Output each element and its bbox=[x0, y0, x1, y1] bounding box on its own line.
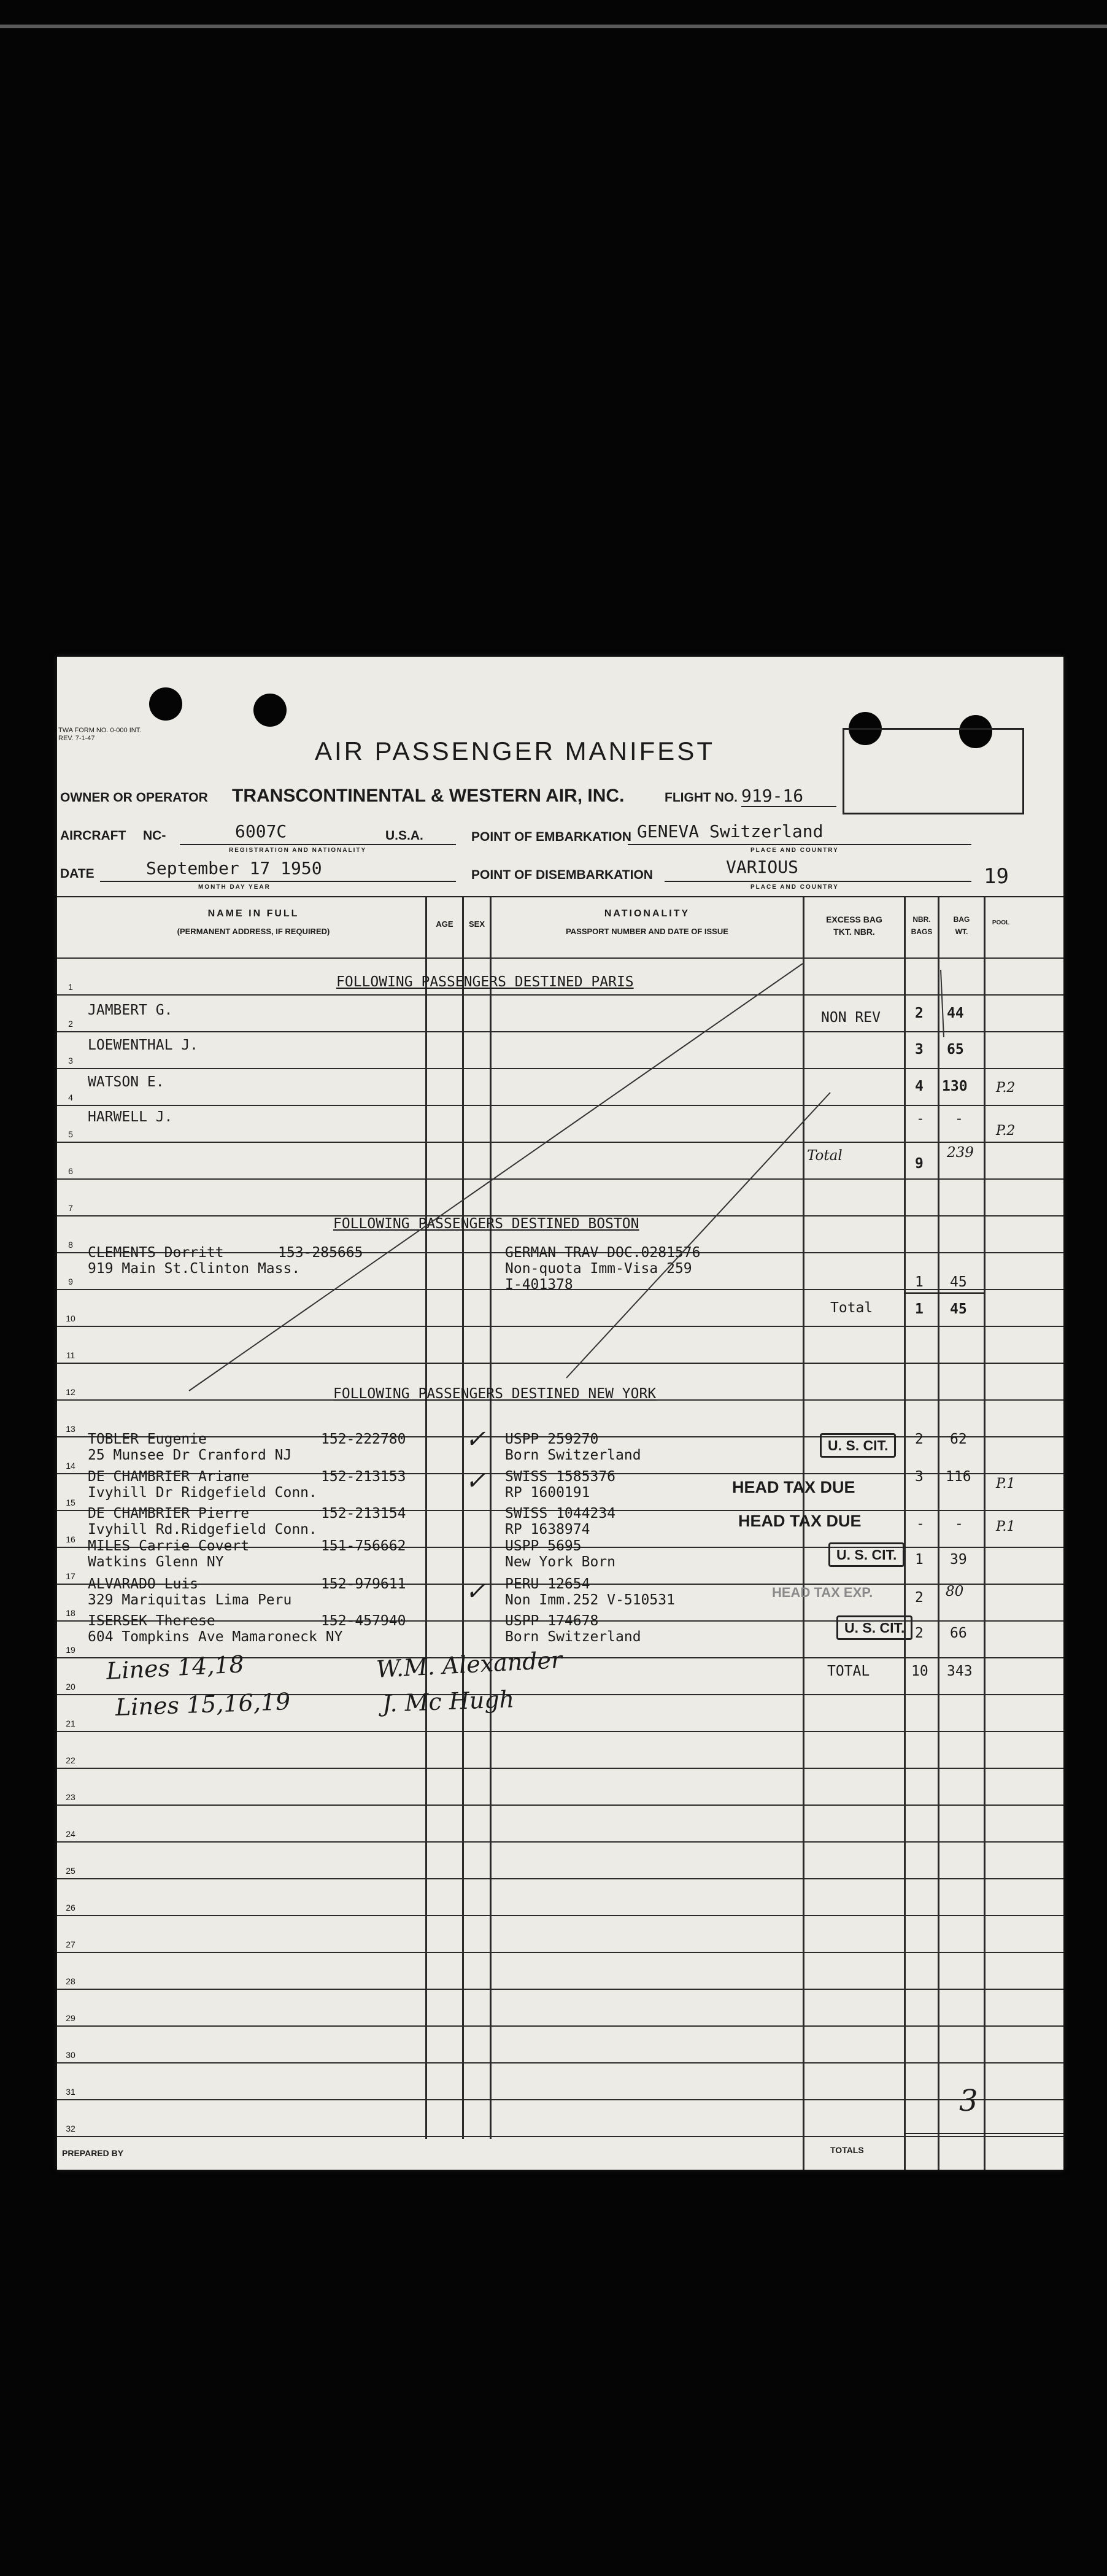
paris-wt: 65 bbox=[947, 1042, 964, 1058]
ny-bags: 2 bbox=[915, 1431, 924, 1447]
boston-wt: 45 bbox=[950, 1274, 967, 1290]
paris-passenger-name: LOEWENTHAL J. bbox=[88, 1037, 199, 1053]
row-number: 23 bbox=[66, 1792, 75, 1802]
ny-passenger-name: DE CHAMBRIER Ariane bbox=[88, 1469, 250, 1485]
row-number: 4 bbox=[68, 1093, 73, 1102]
ny-total-label: TOTAL bbox=[827, 1663, 870, 1679]
paris-bags: - bbox=[916, 1111, 925, 1127]
head-tax-faded-stamp: HEAD TAX EXP. bbox=[772, 1585, 873, 1600]
place-caption-1: PLACE AND COUNTRY bbox=[750, 847, 839, 854]
ny-passenger-name: ALVARADO Luis bbox=[88, 1576, 199, 1592]
owner-label: OWNER OR OPERATOR bbox=[60, 791, 208, 805]
boston-total-wt: 45 bbox=[950, 1301, 967, 1317]
us-citizen-stamp: U. S. CIT. bbox=[828, 1542, 904, 1567]
ny-wt: - bbox=[955, 1516, 963, 1532]
col-header-excess: EXCESS BAG TKT. NBR. bbox=[826, 915, 882, 937]
ny-ticket: 152-457940 bbox=[321, 1613, 406, 1629]
row-number: 1 bbox=[68, 982, 73, 992]
row-number: 2 bbox=[68, 1019, 73, 1029]
row-number: 10 bbox=[66, 1313, 75, 1323]
row-number: 31 bbox=[66, 2087, 75, 2097]
row-number: 3 bbox=[68, 1056, 73, 1066]
row-number: 6 bbox=[68, 1166, 73, 1176]
flight-value: 919-16 bbox=[741, 786, 836, 807]
ny-bags: 2 bbox=[915, 1590, 924, 1606]
ny-address: 329 Mariquitas Lima Peru bbox=[88, 1592, 292, 1608]
col-header-nationality-sub: PASSPORT NUMBER AND DATE OF ISSUE bbox=[566, 927, 728, 936]
paris-wt: - bbox=[955, 1111, 963, 1127]
ny-wt: 66 bbox=[950, 1625, 967, 1641]
paris-total-label: Total bbox=[807, 1148, 843, 1164]
ny-birthplace: Born Switzerland bbox=[505, 1447, 641, 1463]
boston-document: I-401378 bbox=[505, 1277, 573, 1293]
inspector-signature: W.M. Alexander bbox=[376, 1646, 563, 1683]
boston-total-bags: 1 bbox=[915, 1301, 924, 1317]
col-header-sex: SEX bbox=[468, 919, 485, 929]
ny-ticket: 152-213154 bbox=[321, 1506, 406, 1522]
ny-birthplace: Born Switzerland bbox=[505, 1629, 641, 1645]
us-citizen-stamp: U. S. CIT. bbox=[820, 1433, 896, 1458]
ny-address: Ivyhill Dr Ridgefield Conn. bbox=[88, 1485, 317, 1501]
boston-address: 919 Main St.Clinton Mass. bbox=[88, 1261, 301, 1277]
page-mark: 3 bbox=[959, 2084, 978, 2118]
paris-pool: P.2 bbox=[996, 1080, 1016, 1096]
ny-bags: 1 bbox=[915, 1552, 924, 1568]
form-code: TWA FORM NO. 0-000 INT. REV. 7-1-47 bbox=[58, 727, 142, 742]
ny-reentry-permit: RP 1638974 bbox=[505, 1522, 590, 1537]
paris-passenger-name: WATSON E. bbox=[88, 1074, 164, 1090]
row-number: 7 bbox=[68, 1203, 73, 1213]
film-edge-line bbox=[0, 25, 1107, 28]
row-number: 16 bbox=[66, 1534, 75, 1544]
boston-nationality: GERMAN TRAV DOC.0281576 bbox=[505, 1245, 701, 1261]
ny-bags: - bbox=[916, 1516, 925, 1532]
ny-total-bags: 10 bbox=[911, 1663, 928, 1679]
row-number: 26 bbox=[66, 1903, 75, 1913]
year-prefix: 19 bbox=[984, 864, 1009, 889]
row-number: 18 bbox=[66, 1608, 75, 1618]
date-value: September 17 1950 bbox=[146, 858, 322, 878]
ny-ticket: 152-222780 bbox=[321, 1431, 406, 1447]
us-citizen-stamp: U. S. CIT. bbox=[836, 1615, 912, 1640]
boston-passenger-name: CLEMENTS Dorritt bbox=[88, 1245, 224, 1261]
col-header-pool: POOL bbox=[992, 919, 1010, 926]
ny-ticket: 152-979611 bbox=[321, 1576, 406, 1592]
handwritten-lines-note: Lines 14,18 bbox=[106, 1650, 245, 1685]
ny-passenger-name: TOBLER Eugenie bbox=[88, 1431, 207, 1447]
owner-value: TRANSCONTINENTAL & WESTERN AIR, INC. bbox=[232, 786, 625, 806]
col-header-name: NAME IN FULL bbox=[207, 908, 299, 919]
disembark-label: POINT OF DISEMBARKATION bbox=[471, 868, 653, 882]
ny-bags: 2 bbox=[915, 1625, 924, 1641]
paris-total-bags: 9 bbox=[915, 1156, 924, 1172]
ny-address: Ivyhill Rd.Ridgefield Conn. bbox=[88, 1522, 317, 1537]
row-number: 30 bbox=[66, 2050, 75, 2060]
row-number: 27 bbox=[66, 1940, 75, 1949]
ny-pool: P.1 bbox=[996, 1519, 1016, 1534]
row-number: 32 bbox=[66, 2124, 75, 2133]
paris-excess: NON REV bbox=[821, 1010, 881, 1026]
row-number: 25 bbox=[66, 1866, 75, 1876]
ny-nationality: USPP 5695 bbox=[505, 1538, 582, 1554]
ny-nationality: SWISS 1585376 bbox=[505, 1469, 616, 1485]
paris-total-wt: 239 bbox=[947, 1145, 974, 1161]
ny-birthplace: New York Born bbox=[505, 1554, 616, 1570]
section-ny: FOLLOWING PASSENGERS DESTINED NEW YORK bbox=[333, 1386, 657, 1402]
aircraft-prefix: NC- bbox=[143, 829, 166, 843]
ny-ticket: 151-756662 bbox=[321, 1538, 406, 1554]
section-paris: FOLLOWING PASSENGERS DESTINED PARIS bbox=[336, 974, 634, 990]
row-number: 17 bbox=[66, 1571, 75, 1581]
paris-bags: 4 bbox=[915, 1078, 924, 1094]
boston-total-label: Total bbox=[830, 1300, 873, 1316]
ny-wt: 39 bbox=[950, 1552, 967, 1568]
ny-nationality: PERU 12654 bbox=[505, 1576, 590, 1592]
paris-wt: 44 bbox=[947, 1005, 964, 1021]
handwritten-lines-note: Lines 15,16,19 bbox=[115, 1688, 291, 1721]
totals-rule bbox=[904, 2133, 1063, 2134]
inspector-signature: J. Mc Hugh bbox=[382, 1685, 515, 1717]
row-number: 21 bbox=[66, 1719, 75, 1728]
ny-ticket: 152-213153 bbox=[321, 1469, 406, 1485]
row-number: 9 bbox=[68, 1277, 73, 1286]
paris-passenger-name: JAMBERT G. bbox=[88, 1002, 173, 1018]
ny-bags: 3 bbox=[915, 1469, 924, 1485]
paris-pool: P.2 bbox=[996, 1123, 1016, 1139]
check-mark: ✓ bbox=[465, 1467, 486, 1495]
col-header-bagwt: BAG WT. bbox=[953, 915, 970, 936]
col-header-bags: NBR. BAGS bbox=[911, 915, 933, 936]
totals-label: TOTALS bbox=[830, 2145, 864, 2155]
ny-address: 25 Munsee Dr Cranford NJ bbox=[88, 1447, 292, 1463]
place-caption-2: PLACE AND COUNTRY bbox=[750, 884, 839, 891]
row-number: 22 bbox=[66, 1755, 75, 1765]
manifest-title: AIR PASSENGER MANIFEST bbox=[315, 737, 715, 765]
ny-wt: 116 bbox=[946, 1469, 971, 1485]
row-number: 29 bbox=[66, 2013, 75, 2023]
paris-passenger-name: HARWELL J. bbox=[88, 1109, 173, 1125]
check-mark: ✓ bbox=[465, 1425, 486, 1453]
boston-visa: Non-quota Imm-Visa 259 bbox=[505, 1261, 692, 1277]
ny-pool: P.1 bbox=[996, 1476, 1016, 1491]
col-header-name-sub: (PERMANENT ADDRESS, IF REQUIRED) bbox=[177, 927, 330, 936]
row-number: 12 bbox=[66, 1387, 75, 1397]
embark-value: GENEVA Switzerland bbox=[637, 821, 824, 841]
ny-nationality: USPP 259270 bbox=[505, 1431, 599, 1447]
manifest-sheet bbox=[57, 657, 1063, 2170]
aircraft-value: 6007C bbox=[235, 821, 287, 841]
aircraft-country: U.S.A. bbox=[385, 829, 423, 843]
aircraft-label: AIRCRAFT bbox=[60, 829, 126, 843]
aircraft-caption: REGISTRATION AND NATIONALITY bbox=[229, 847, 367, 854]
embark-label: POINT OF EMBARKATION bbox=[471, 830, 631, 844]
row-number: 8 bbox=[68, 1240, 73, 1250]
ny-nationality: SWISS 1044234 bbox=[505, 1506, 616, 1522]
ny-passenger-name: DE CHAMBRIER Pierre bbox=[88, 1506, 250, 1522]
row-number: 20 bbox=[66, 1682, 75, 1692]
boston-bags: 1 bbox=[915, 1274, 924, 1290]
paris-bags: 3 bbox=[915, 1042, 924, 1058]
ny-reentry-permit: RP 1600191 bbox=[505, 1485, 590, 1501]
ny-wt: 62 bbox=[950, 1431, 967, 1447]
col-header-age: AGE bbox=[436, 919, 453, 929]
date-label: DATE bbox=[60, 867, 94, 881]
boston-ticket: 153-285665 bbox=[278, 1245, 363, 1261]
row-number: 28 bbox=[66, 1976, 75, 1986]
flight-label: FLIGHT NO. bbox=[665, 791, 738, 805]
disembark-value: VARIOUS bbox=[726, 857, 799, 877]
head-tax-stamp: HEAD TAX DUE bbox=[738, 1512, 862, 1530]
date-caption: MONTH DAY YEAR bbox=[198, 884, 271, 891]
row-number: 5 bbox=[68, 1129, 73, 1139]
paris-bags: 2 bbox=[915, 1005, 924, 1021]
ny-address: Watkins Glenn NY bbox=[88, 1554, 224, 1570]
ny-address: 604 Tompkins Ave Mamaroneck NY bbox=[88, 1629, 343, 1645]
row-number: 14 bbox=[66, 1461, 75, 1471]
check-mark: ✓ bbox=[465, 1577, 486, 1606]
ny-visa: Non Imm.252 V-510531 bbox=[505, 1592, 675, 1608]
ny-wt: 80 bbox=[946, 1584, 964, 1599]
ny-nationality: USPP 174678 bbox=[505, 1613, 599, 1629]
ny-total-wt: 343 bbox=[947, 1663, 973, 1679]
row-number: 24 bbox=[66, 1829, 75, 1839]
cross-out-strokes bbox=[57, 657, 1063, 2170]
col-header-nationality: NATIONALITY bbox=[604, 908, 690, 919]
row-number: 13 bbox=[66, 1424, 75, 1434]
section-boston: FOLLOWING PASSENGERS DESTINED BOSTON bbox=[333, 1216, 639, 1232]
row-number: 15 bbox=[66, 1498, 75, 1507]
ny-passenger-name: MILES Carrie Covert bbox=[88, 1538, 250, 1554]
row-number: 11 bbox=[66, 1350, 75, 1360]
head-tax-stamp: HEAD TAX DUE bbox=[732, 1478, 855, 1496]
paris-wt: 130 bbox=[942, 1078, 968, 1094]
row-number: 19 bbox=[66, 1645, 75, 1655]
ny-passenger-name: ISERSEK Therese bbox=[88, 1613, 215, 1629]
prepared-by-label: PREPARED BY bbox=[62, 2148, 124, 2158]
